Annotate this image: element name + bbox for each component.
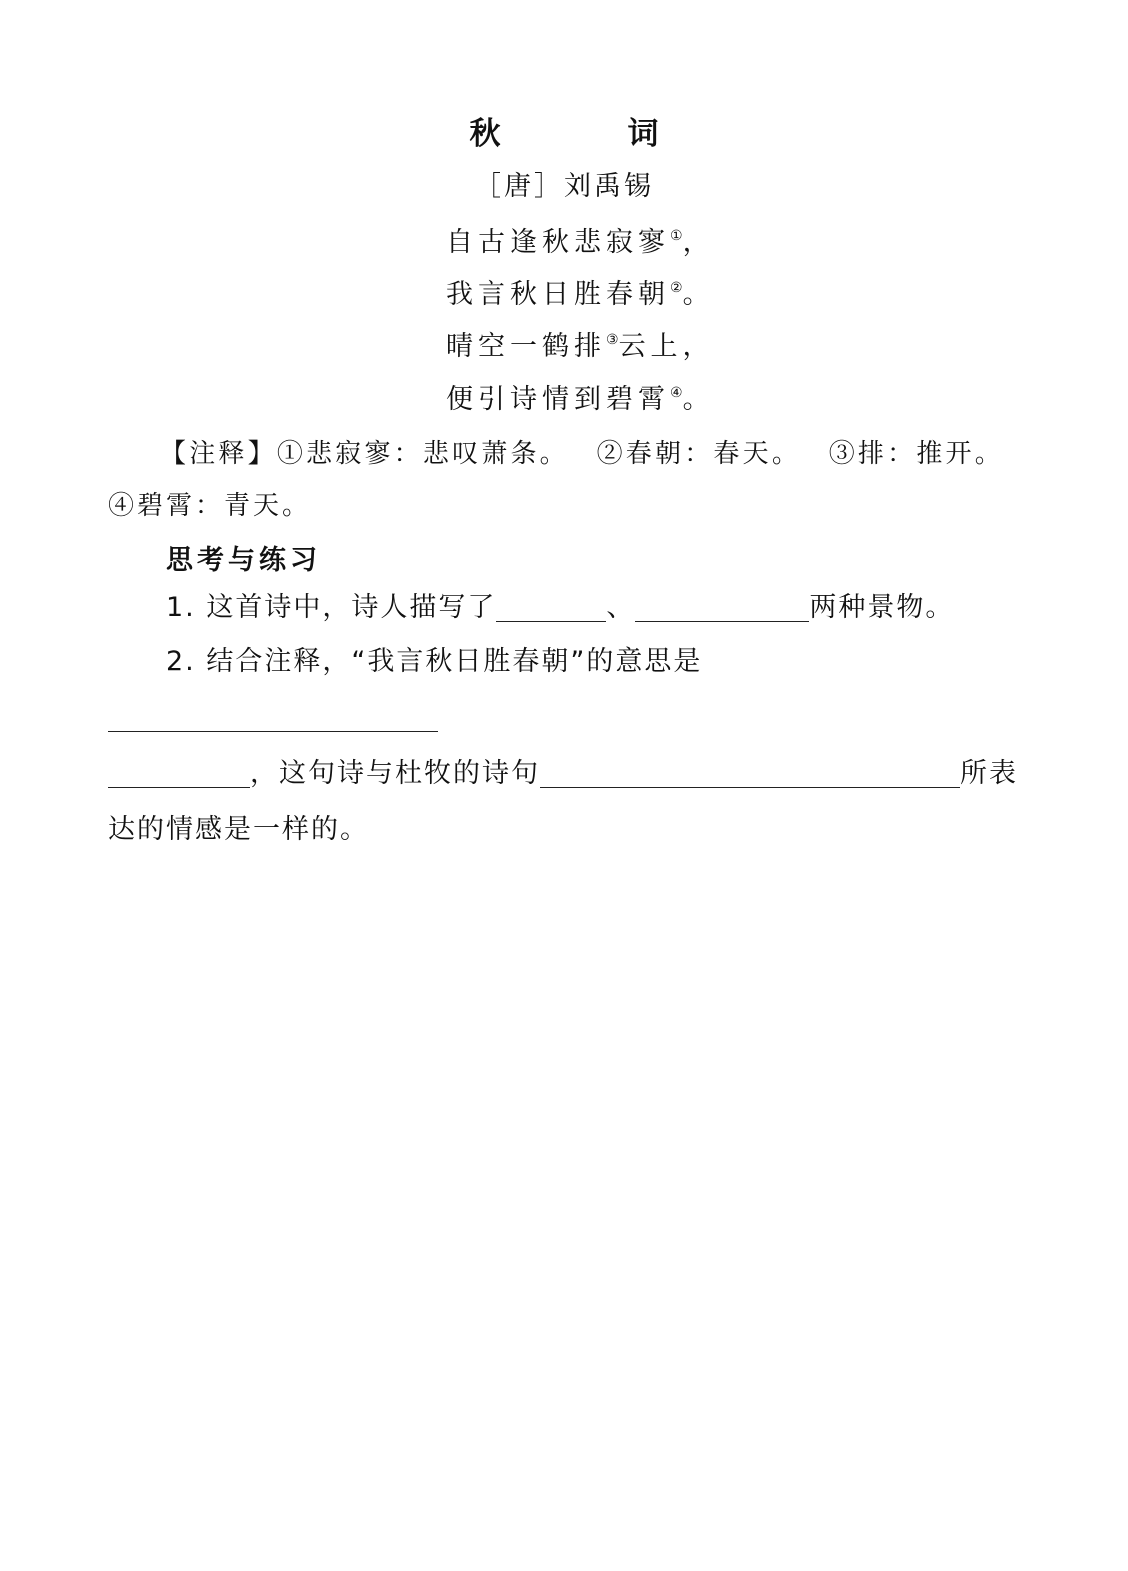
poem-line-text: 晴空一鹤排 <box>446 331 606 362</box>
poem-line-text: 自古逢秋悲寂寥 <box>446 227 670 258</box>
poem-line-text: 云上， <box>618 331 715 362</box>
question-text: 所表达的情感是一样的。 <box>108 758 1018 845</box>
annotation-item: ①悲寂寥：悲叹萧条。 <box>276 439 556 469</box>
footnote-marker: ③ <box>606 332 619 348</box>
question-text: 两种景物。 <box>809 592 955 623</box>
question-number: 2. <box>166 646 196 677</box>
poem-title: 秋 词 <box>469 116 707 152</box>
annotation-item: ③排：推开。 <box>828 439 991 469</box>
poem-line-text: 便引诗情到碧霄 <box>446 384 670 415</box>
annotation-item: ④碧霄：青天。 <box>108 491 312 521</box>
question-text: 结合注释，“我言秋日胜春朝”的意思是 <box>206 646 703 677</box>
annotations <box>108 428 1020 532</box>
poem-line-4 <box>446 377 715 416</box>
poem-line-punct: 。 <box>682 384 715 415</box>
question-2 <box>108 634 1020 858</box>
question-1 <box>108 580 1020 636</box>
answer-blank[interactable] <box>108 701 438 732</box>
poem-line-punct: 。 <box>682 279 715 310</box>
answer-blank[interactable] <box>496 591 606 622</box>
poem-line-text: 我言秋日胜春朝 <box>446 279 670 310</box>
poem-line-punct: ， <box>682 227 715 258</box>
annotation-item: ②春朝：春天。 <box>596 439 789 469</box>
question-text: ，这句诗与杜牧的诗句 <box>250 758 540 789</box>
poem-line-2 <box>446 272 715 311</box>
poem-line-3 <box>446 324 715 363</box>
answer-blank[interactable] <box>108 757 250 788</box>
footnote-marker: ④ <box>670 385 683 401</box>
answer-blank[interactable] <box>540 757 960 788</box>
footnote-marker: ② <box>670 280 683 296</box>
question-text: 这首诗中，诗人描写了 <box>206 592 497 623</box>
answer-blank[interactable] <box>635 591 809 622</box>
question-number: 1. <box>166 592 196 623</box>
question-separator: 、 <box>606 592 636 623</box>
poem-line-1 <box>446 220 715 259</box>
poem-author: ［唐］刘禹锡 <box>474 171 654 202</box>
annotations-label: 【注释】 <box>160 439 277 469</box>
exercises-heading: 思考与练习 <box>166 545 321 576</box>
footnote-marker: ① <box>670 228 683 244</box>
